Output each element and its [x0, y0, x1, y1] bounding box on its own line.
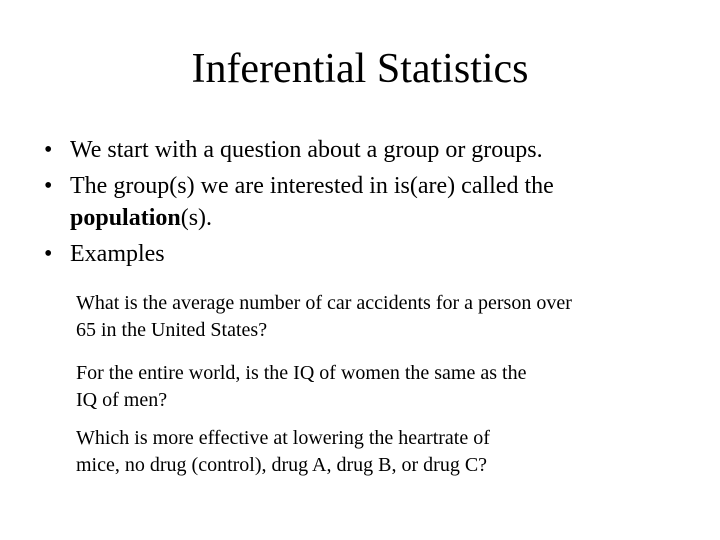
bullet-item [44, 134, 664, 166]
bullet-bold-term: population [70, 205, 181, 231]
bullet-text: We start with a question about a group or groups. [70, 137, 543, 163]
example-line: What is the average number of car accidents for a person over [76, 292, 572, 314]
example-line: For the entire world, is the IQ of women the same as the [76, 362, 527, 384]
example-line: Which is more effective at lowering the heartrate of [76, 427, 490, 449]
example-line: IQ of men? [76, 389, 168, 411]
bullet-text: The group(s) we are interested in is(are) called the [70, 173, 554, 199]
bullet-item [44, 238, 664, 270]
bullet-marker: • [44, 173, 53, 199]
bullet-item [44, 170, 664, 234]
bullet-text-suffix: (s). [180, 205, 213, 231]
example-question [76, 290, 686, 344]
bullet-list [44, 134, 664, 274]
bullet-marker: • [44, 241, 53, 267]
example-line: 65 in the United States? [76, 319, 268, 341]
bullet-marker: • [44, 137, 53, 163]
bullet-text: Examples [70, 241, 165, 267]
slide-title: Inferential Statistics [191, 46, 529, 92]
example-question [76, 425, 616, 479]
example-line: mice, no drug (control), drug A, drug B, or drug C? [76, 454, 488, 476]
example-question [76, 360, 636, 414]
